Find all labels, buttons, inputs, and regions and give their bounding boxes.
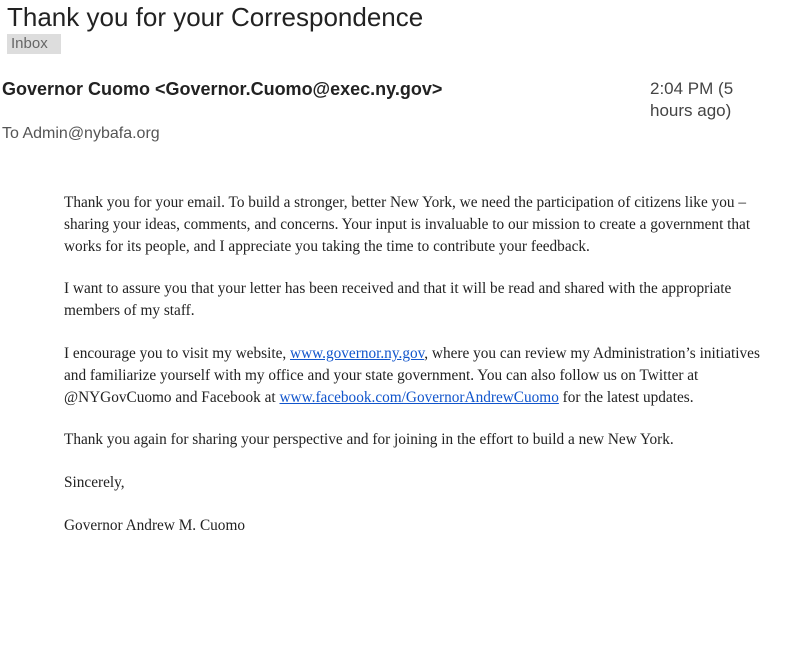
inbox-label[interactable]: Inbox xyxy=(7,34,61,54)
body-paragraph-4: Thank you again for sharing your perspective and for joining in the effort to build a new New York. xyxy=(64,431,674,449)
closing-line: Sincerely, xyxy=(64,474,125,492)
recipient[interactable]: To Admin@nybafa.org xyxy=(2,125,160,142)
paragraph-3-text-middle: , where you can review my Administration’s initiatives and familiarize yourself with my office and your state government. You can also follow us on Twitter at @NYGovCuomo and Facebook at xyxy=(64,344,760,406)
paragraph-3-text-end: for the latest updates. xyxy=(558,388,694,406)
governor-website-link[interactable]: www.governor.ny.gov xyxy=(290,344,425,362)
body-paragraph-2: I want to assure you that your letter has been received and that it will be read and shared with the appropriate members of my staff. xyxy=(64,280,732,320)
email-timestamp: 2:04 PM (5 hours ago) xyxy=(650,79,734,120)
sender-email: <Governor.Cuomo@exec.ny.gov> xyxy=(155,79,443,99)
email-subject: Thank you for your Correspondence xyxy=(7,2,424,32)
paragraph-3-text-start: I encourage you to visit my website, xyxy=(64,344,291,362)
body-paragraph-3 xyxy=(64,343,764,408)
sender[interactable] xyxy=(2,77,442,101)
sender-name: Governor Cuomo xyxy=(2,79,151,99)
body-paragraph-1: Thank you for your email. To build a stronger, better New York, we need the participation of citizens like you – sharing your ideas, comments, and concerns. Your input is invaluable to our mission to create a government that works for its people, and I appreciate you taking the time to contribute your feedback. xyxy=(64,194,751,255)
facebook-link[interactable]: www.facebook.com/GovernorAndrewCuomo xyxy=(279,388,559,406)
signature: Governor Andrew M. Cuomo xyxy=(64,516,245,534)
message-body xyxy=(64,192,764,537)
